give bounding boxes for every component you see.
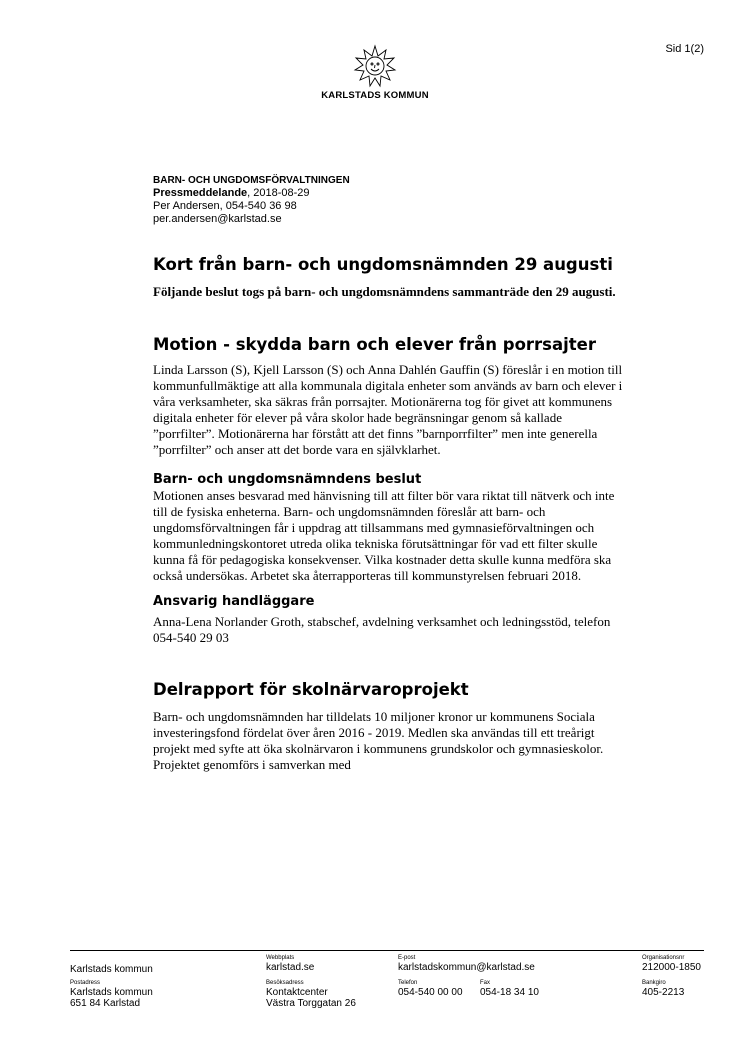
press-release-line <box>153 187 623 200</box>
footer-orgnr-value: 212000-1850 <box>642 962 701 973</box>
footer-web-value: karlstad.se <box>266 962 315 973</box>
footer-fax <box>480 980 539 998</box>
footer-phone-value: 054-540 00 00 <box>398 987 463 998</box>
footer-visit <box>266 980 356 1009</box>
footer-phone <box>398 980 463 998</box>
footer-phone-label: Telefon <box>398 980 418 986</box>
decision-body: Motionen anses besvarad med hänvisning till att filter bör vara riktat till nätverk och inte till de fysiska enheterna. Barn- och ungdomsnämnden föreslår att barn- och ungdomsförvaltningen får i uppdrag att tillsammans med gymnasieförvaltningen och kommunledningskontoret utreda olika tekniska förutsättningar för vad ett filter skulle kunna få för pedagogiska konsekvenser. Vilka kostnader detta skulle kunna medföra ska också undersökas. Arbetet ska återrapporteras till kommunstyrelsen februari 2018. <box>153 488 615 583</box>
footer-visit-label: Besöksadress <box>266 980 304 986</box>
footer-bankgiro-label: Bankgiro <box>642 980 666 986</box>
sun-logo-icon <box>353 44 397 88</box>
footer-visit-line1: Kontaktcenter <box>266 987 328 998</box>
report-body: Barn- och ungdomsnämnden har tilldelats 10 miljoner kronor ur kommunens Sociala investeringsfond fördelat över åren 2016 - 2019. Medlen ska användas till ett treårigt projekt med syfte att öka skolnärvaron i kommunens grundskolor och gymnasieskolor. Projektet genomförs i samverkan med <box>153 709 604 772</box>
contact-email: per.andersen@karlstad.se <box>153 213 282 225</box>
logo <box>321 44 429 101</box>
document-body <box>153 174 623 773</box>
doc-date: , 2018-08-29 <box>247 187 310 199</box>
footer-fax-value: 054-18 34 10 <box>480 987 539 998</box>
footer-bankgiro-value: 405-2213 <box>642 987 685 998</box>
footer-post-line1: Karlstads kommun <box>70 987 153 998</box>
contact-line: Per Andersen, 054-540 36 98 <box>153 200 297 212</box>
footer-org: Karlstads kommun <box>70 964 153 975</box>
doc-type: Pressmeddelande <box>153 187 248 199</box>
footer-orgnr <box>642 955 701 973</box>
motion-heading: Motion - skydda barn och elever från porrsajter <box>153 335 597 354</box>
department: BARN- OCH UNGDOMSFÖRVALTNINGEN <box>153 175 350 186</box>
footer-post-line2: 651 84 Karlstad <box>70 998 141 1009</box>
page-number: Sid 1(2) <box>665 43 704 55</box>
footer-web <box>266 955 314 973</box>
footer-email <box>398 955 535 973</box>
footer-email-value: karlstadskommun@karlstad.se <box>398 962 535 973</box>
footer-web-label: Webbplats <box>266 955 295 961</box>
footer-divider <box>70 950 704 951</box>
motion-body: Linda Larsson (S), Kjell Larsson (S) och Anna Dahlén Gauffin (S) föreslår i en motion till kommunfullmäktige att alla kommunala digitala enheter som används av barn och elever i våra verksamheter, ska säkras från porrsajter. Motionärerna tog för givet att kommunens digitala enheter för elever på våra skolor hade begränsningar genom så kallade ”porrfilter”. Motionärerna har förstått att det finns ”barnporrfilter” men inte generella ”porrfilter” och anser att det borde vara en självklarhet. <box>153 362 623 457</box>
officer-heading: Ansvarig handläggare <box>153 594 315 609</box>
footer-visit-line2: Västra Torggatan 26 <box>266 998 356 1009</box>
decision-heading: Barn- och ungdomsnämndens beslut <box>153 472 422 487</box>
page-title: Kort från barn- och ungdomsnämnden 29 augusti <box>153 255 613 274</box>
footer-fax-label: Fax <box>480 980 491 986</box>
logo-text: KARLSTADS KOMMUN <box>321 90 429 101</box>
footer-bankgiro <box>642 980 684 998</box>
report-heading: Delrapport för skolnärvaroprojekt <box>153 680 469 699</box>
officer-body: Anna-Lena Norlander Groth, stabschef, avdelning verksamhet och ledningsstöd, telefon 054-540 29 03 <box>153 614 611 645</box>
footer-orgnr-label: Organisationsnr <box>642 955 685 961</box>
footer-post <box>70 980 153 1009</box>
footer-post-label: Postadress <box>70 980 101 986</box>
footer-email-label: E-post <box>398 955 416 961</box>
lead-paragraph: Följande beslut togs på barn- och ungdomsnämndens sammanträde den 29 augusti. <box>153 284 616 299</box>
